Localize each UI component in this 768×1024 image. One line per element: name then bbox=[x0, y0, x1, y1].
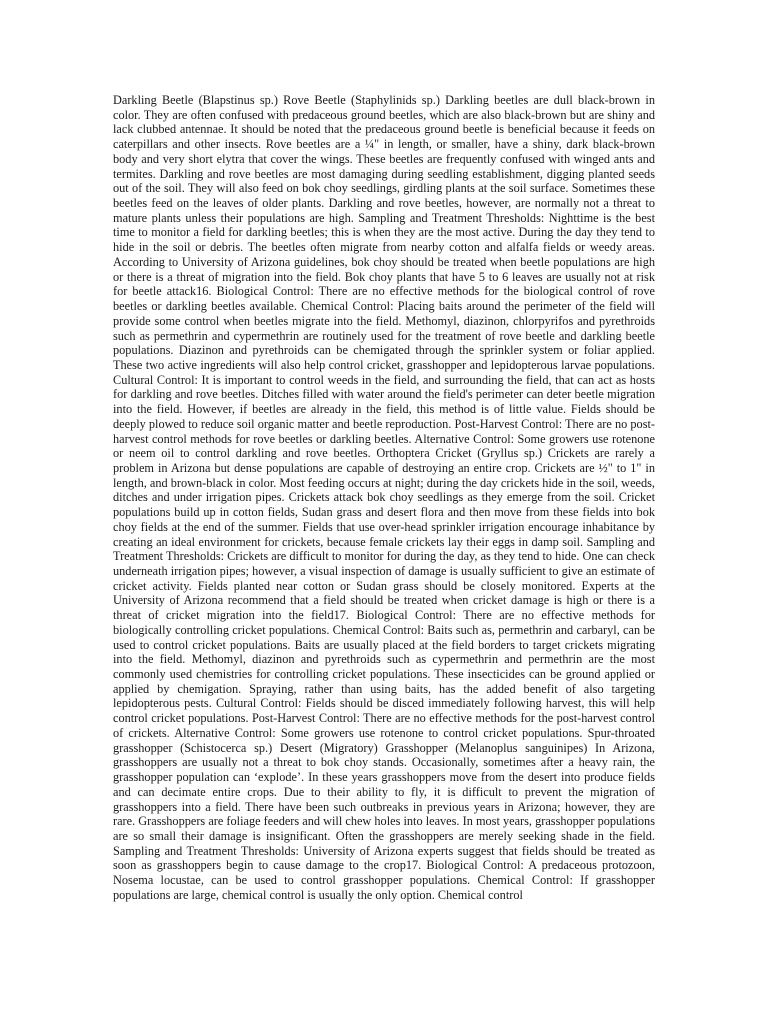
document-body-text: Darkling Beetle (Blapstinus sp.) Rove Beetle (Staphylinids sp.) Darkling beetles are dull black-brown in color. They are often confused with predaceous ground beetles, which are also black-brown but are shiny and lack clubbed antennae. It should be noted that the predaceous ground beetle is beneficial because it feeds on caterpillars and other insects. Rove beetles are a ¼" in length, or smaller, have a shiny, dark black-brown body and very short elytra that cover the wings. These beetles are frequently confused with winged ants and termites. Darkling and rove beetles are most damaging during seedling establishment, digging planted seeds out of the soil. They will also feed on bok choy seedlings, girdling plants at the soil surface. Sometimes these beetles feed on the leaves of older plants. Darkling and rove beetles, however, are normally not a threat to mature plants unless their populations are high. Sampling and Treatment Thresholds: Nighttime is the best time to monitor a field for darkling beetles; this is when they are the most active. During the day they tend to hide in the soil or debris. The beetles often migrate from nearby cotton and alfalfa fields or weedy areas. According to University of Arizona guidelines, bok choy should be treated when beetle populations are high or there is a threat of migration into the field. Bok choy plants that have 5 to 6 leaves are usually not at risk for beetle attack16. Biological Control: There are no effective methods for the biological control of rove beetles or darkling beetles available. Chemical Control: Placing baits around the perimeter of the field will provide some control when beetles migrate into the field. Methomyl, diazinon, chlorpyrifos and pyrethroids such as permethrin and cypermethrin are routinely used for the treatment of rove beetle and darkling beetle populations. Diazinon and pyrethroids can be chemigated through the sprinkler system or foliar applied. These two active ingredients will also help control cricket, grasshopper and lepidopterous larvae populations. Cultural Control: It is important to control weeds in the field, and surrounding the field, that can act as hosts for darkling and rove beetles. Ditches filled with water around the field's perimeter can deter beetle migration into the field. However, if beetles are already in the field, this method is of little value. Fields should be deeply plowed to reduce soil organic matter and beetle reproduction. Post-Harvest Control: There are no post-harvest control methods for rove beetles or darkling beetles. Alternative Control: Some growers use rotenone or neem oil to control darkling and rove beetles. Orthoptera Cricket (Gryllus sp.) Crickets are rarely a problem in Arizona but dense populations are capable of destroying an entire crop. Crickets are ½" to 1" in length, and brown-black in color. Most feeding occurs at night; during the day crickets hide in the soil, weeds, ditches and under irrigation pipes. Crickets attack bok choy seedlings as they emerge from the soil. Cricket populations build up in cotton fields, Sudan grass and desert flora and then move from these fields into bok choy fields at the end of the summer. Fields that use over-head sprinkler irrigation encourage inhabitance by creating an ideal environment for crickets, because female crickets lay their eggs in damp soil. Sampling and Treatment Thresholds: Crickets are difficult to monitor for during the day, as they tend to hide. One can check underneath irrigation pipes; however, a visual inspection of damage is usually sufficient to give an estimate of cricket activity. Fields planted near cotton or Sudan grass should be closely monitored. Experts at the University of Arizona recommend that a field should be treated when cricket damage is high or there is a threat of cricket migration into the field17. Biological Control: There are no effective methods for biologically controlling cricket populations. Chemical Control: Baits such as, permethrin and carbaryl, can be used to control cricket populations. Baits are usually placed at the field borders to target crickets migrating into the field. Methomyl, diazinon and pyrethroids such as cypermethrin and permethrin are the most commonly used chemistries for controlling cricket populations. These insecticides can be ground applied or applied by chemigation. Spraying, rather than using baits, has the added benefit of also targeting lepidopterous pests. Cultural Control: Fields should be disced immediately following harvest, this will help control cricket populations. Post-Harvest Control: There are no effective methods for the post-harvest control of crickets. Alternative Control: Some growers use rotenone to control cricket populations. Spur-throated grasshopper (Schistocerca sp.) Desert (Migratory) Grasshopper (Melanoplus sanguinipes) In Arizona, grasshoppers are usually not a threat to bok choy stands. Occasionally, sometimes after a heavy rain, the grasshopper population can ‘explode’. In these years grasshoppers move from the desert into produce fields and can decimate entire crops. Due to their ability to fly, it is difficult to prevent the migration of grasshoppers into a field. There have been such outbreaks in previous years in Arizona; however, they are rare. Grasshoppers are foliage feeders and will chew holes into leaves. In most years, grasshopper populations are so small their damage is insignificant. Often the grasshoppers are merely seeking shade in the field. Sampling and Treatment Thresholds: University of Arizona experts suggest that fields should be treated as soon as grasshoppers begin to cause damage to the crop17. Biological Control: A predaceous protozoon, Nosema locustae, can be used to control grasshopper populations. Chemical Control: If grasshopper populations are large, chemical control is usually the only option. Chemical control bbox=[113, 93, 655, 902]
